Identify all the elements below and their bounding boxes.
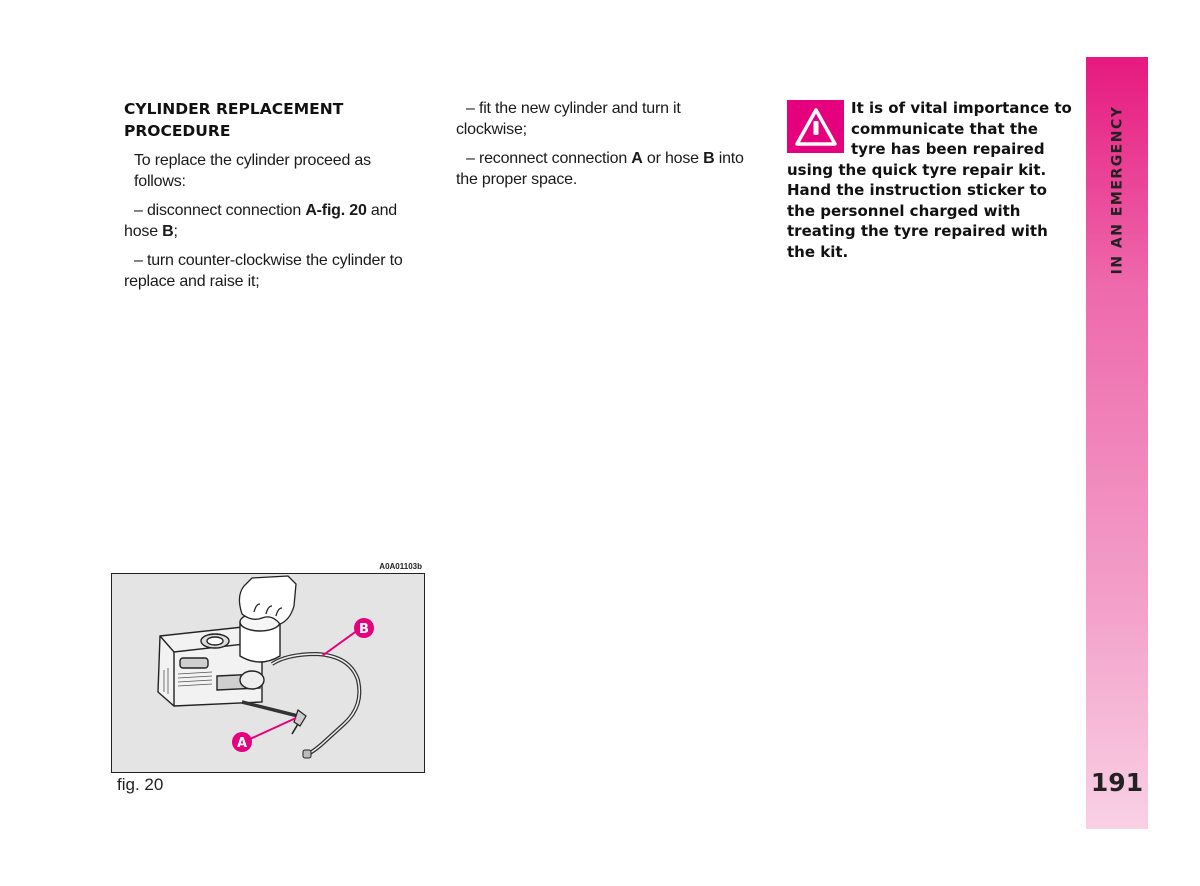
callout-a: A [236,736,248,751]
page-number: 191 [1090,768,1144,797]
figure-caption: fig. 20 [117,775,164,794]
warning-text: It is of vital importance to communicate that the tyre has been repaired using the quick tyre repair kit. Hand the instruction sticker to the personnel charged with treating the tyre repaired with the kit. [787,99,1072,261]
section-label [1104,100,1130,280]
figure-code: A0A01103b [379,562,422,571]
intro-text: To replace the cylinder proceed as follows: [134,152,371,190]
column-left [124,98,412,300]
step-reconnect: – reconnect connection A or hose B into the proper space. [456,150,744,188]
step-disconnect: – disconnect connection A-fig. 20 and hose B; [124,202,397,240]
section-heading: CYLINDER REPLACEMENT PROCEDURE [124,100,344,140]
column-middle [456,98,746,198]
callout-b: B [359,622,369,637]
step-fit: – fit the new cylinder and turn it clockwise; [456,100,681,138]
warning-box [787,98,1075,262]
section-title: IN AN EMERGENCY [1109,105,1125,275]
ref-a: A [631,150,643,167]
ref-a-fig: A-fig. 20 [305,202,367,219]
ref-b: B [703,150,715,167]
compressor-illustration [112,574,424,772]
ref-b: B [162,223,174,240]
figure-illustration [111,573,425,773]
step-turn-counter: – turn counter-clockwise the cylinder to replace and raise it; [124,252,403,290]
warning-triangle-icon [787,100,844,153]
